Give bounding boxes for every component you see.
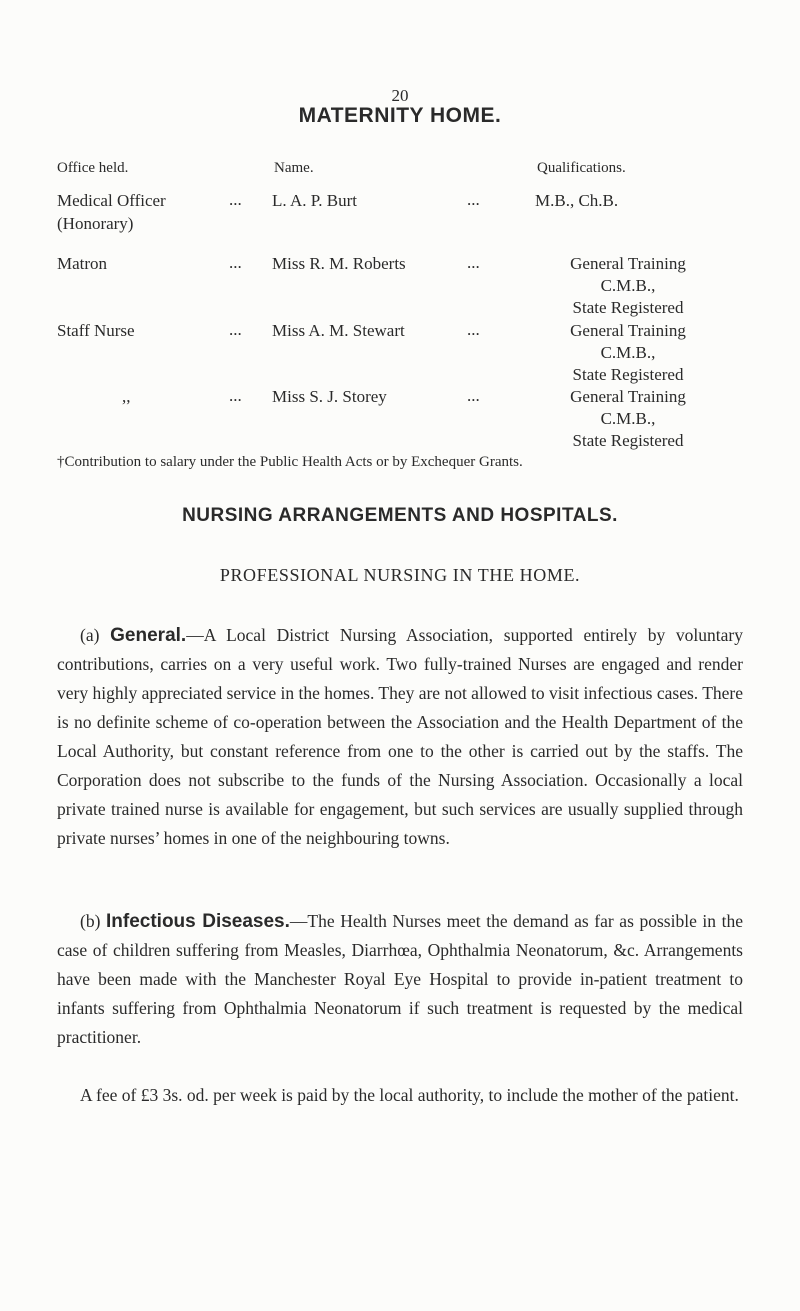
leader-dots: ... [467,190,480,209]
staff-qualification: General Training [570,254,686,273]
leader-dots: ... [467,253,480,272]
staff-name: Miss A. M. Stewart [272,321,405,340]
staff-qualification: M.B., Ch.B. [535,191,619,210]
para-body: —The Health Nurses meet the demand as far as possible in the case of children suffering from Measles, Diarrhœa, Ophthalmia Neonatorum, &c. Arrangements have been made with the Manchester Royal Eye Hospital to provide in-patient treatment to infants suffering from Ophthalmia Neonatorum if such treatment is requested by the medical practitioner. [57,911,743,1047]
leader-dots: ... [229,320,242,339]
header-name: Name. [274,160,314,176]
leader-dots: ... [467,386,480,405]
staff-name: Miss R. M. Roberts [272,254,406,273]
subsection-heading-home-nursing: PROFESSIONAL NURSING IN THE HOME. [219,565,581,585]
staff-office-sub: (Honorary) [57,214,134,233]
staff-office: Matron [57,254,108,273]
paragraph-fee: A fee of £3 3s. od. per week is paid by the local authority, to include the mother of the patient. [80,1085,739,1105]
paragraph-infectious-diseases [57,907,743,1052]
staff-qualification: General Training [570,321,686,340]
leader-dots: ... [229,190,242,209]
header-office-held: Office held. [57,160,129,176]
staff-qualification: C.M.B., [600,276,656,295]
staff-office: Staff Nurse [57,321,135,340]
para-body: —A Local District Nursing Association, supported entirely by voluntary contributions, carries on a very useful work. Two fully-trained Nurses are engaged and render very highly appreciated service in the homes. They are not allowed to visit infectious cases. There is no definite scheme of co-operation between the Association and the Health Department of the Local Authority, but constant reference from one to the other is carried out by the staffs. The Corporation does not subscribe to the funds of the Nursing Association. Occasionally a local private trained nurse is available for engagement, but such services are usually supplied through private nurses’ homes in one of the neighbouring towns. [57,625,744,848]
maternity-home-title: MATERNITY HOME. [298,104,502,127]
leader-dots: ... [467,320,480,339]
para-label-infectious: Infectious Diseases. [106,911,290,932]
staff-qualification: State Registered [572,431,684,450]
staff-name: Miss S. J. Storey [272,387,387,406]
staff-qualification: State Registered [572,298,684,317]
leader-dots: ... [229,386,242,405]
staff-qualification: General Training [570,387,686,406]
staff-office-ditto: ,, [122,387,131,406]
footnote: †Contribution to salary under the Public Health Acts or by Exchequer Grants. [57,454,523,470]
para-prefix: (b) [80,911,106,931]
header-qualifications: Qualifications. [537,160,626,176]
para-label-general: General. [110,625,187,646]
leader-dots: ... [229,253,242,272]
staff-office: Medical Officer [57,191,166,210]
page-number: 20 [391,86,409,105]
staff-qualification: State Registered [572,365,684,384]
staff-name: L. A. P. Burt [272,191,358,210]
section-heading-nursing: NURSING ARRANGEMENTS AND HOSPITALS. [182,505,618,526]
staff-qualification: C.M.B., [600,409,656,428]
para-prefix: (a) [80,625,111,645]
staff-qualification: C.M.B., [600,343,656,362]
paragraph-general [57,621,743,853]
